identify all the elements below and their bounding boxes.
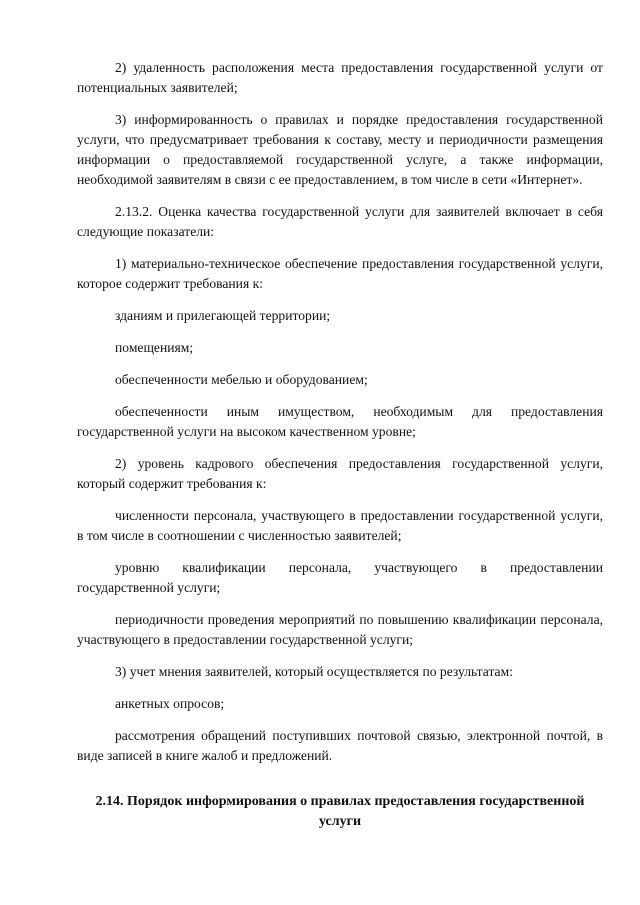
paragraph: 3) учет мнения заявителей, который осуществляется по результатам: — [115, 664, 513, 679]
paragraph: периодичности проведения мероприятий по повышению квалификации персонала, участвующего в предоставлении государственной услуги; — [77, 612, 603, 647]
paragraph: численности персонала, участвующего в предоставлении государственной услуги, в том числе в соотношении с численностью заявителей; — [77, 508, 603, 543]
paragraph: помещениям; — [115, 340, 194, 355]
section-heading: 2.14. Порядок информирования о правилах предоставления государственной услуги — [95, 794, 585, 829]
paragraph: обеспеченности мебелью и оборудованием; — [115, 372, 368, 387]
paragraph: обеспеченности иным имуществом, необходимым для предоставления государственной услуги на высоком качественном уровне; — [77, 404, 603, 439]
paragraph: 2) удаленность расположения места предоставления государственной услуги от потенциальных заявителей; — [77, 60, 603, 95]
paragraph: 2) уровень кадрового обеспечения предоставления государственной услуги, который содержит требования к: — [77, 456, 603, 491]
paragraph: рассмотрения обращений поступивших почтовой связью, электронной почтой, в виде записей в книге жалоб и предложений. — [77, 728, 603, 763]
paragraph: анкетных опросов; — [115, 696, 225, 711]
paragraph: 1) материально-техническое обеспечение предоставления государственной услуги, которое содержит требования к: — [77, 256, 603, 291]
paragraph: 2.13.2. Оценка качества государственной услуги для заявителей включает в себя следующие показатели: — [77, 204, 603, 239]
paragraph: зданиям и прилегающей территории; — [115, 308, 331, 323]
paragraph: уровню квалификации персонала, участвующего в предоставлении государственной услуги; — [77, 560, 603, 595]
document-body — [77, 58, 603, 778]
paragraph: 3) информированность о правилах и порядке предоставления государственной услуги, что предусматривает требования к составу, месту и периодичности размещения информации о предоставляемой государственной услуге, а также информации, необходимой заявителям в связи с ее предоставлением, в том числе в сети «Интернет». — [77, 112, 603, 187]
